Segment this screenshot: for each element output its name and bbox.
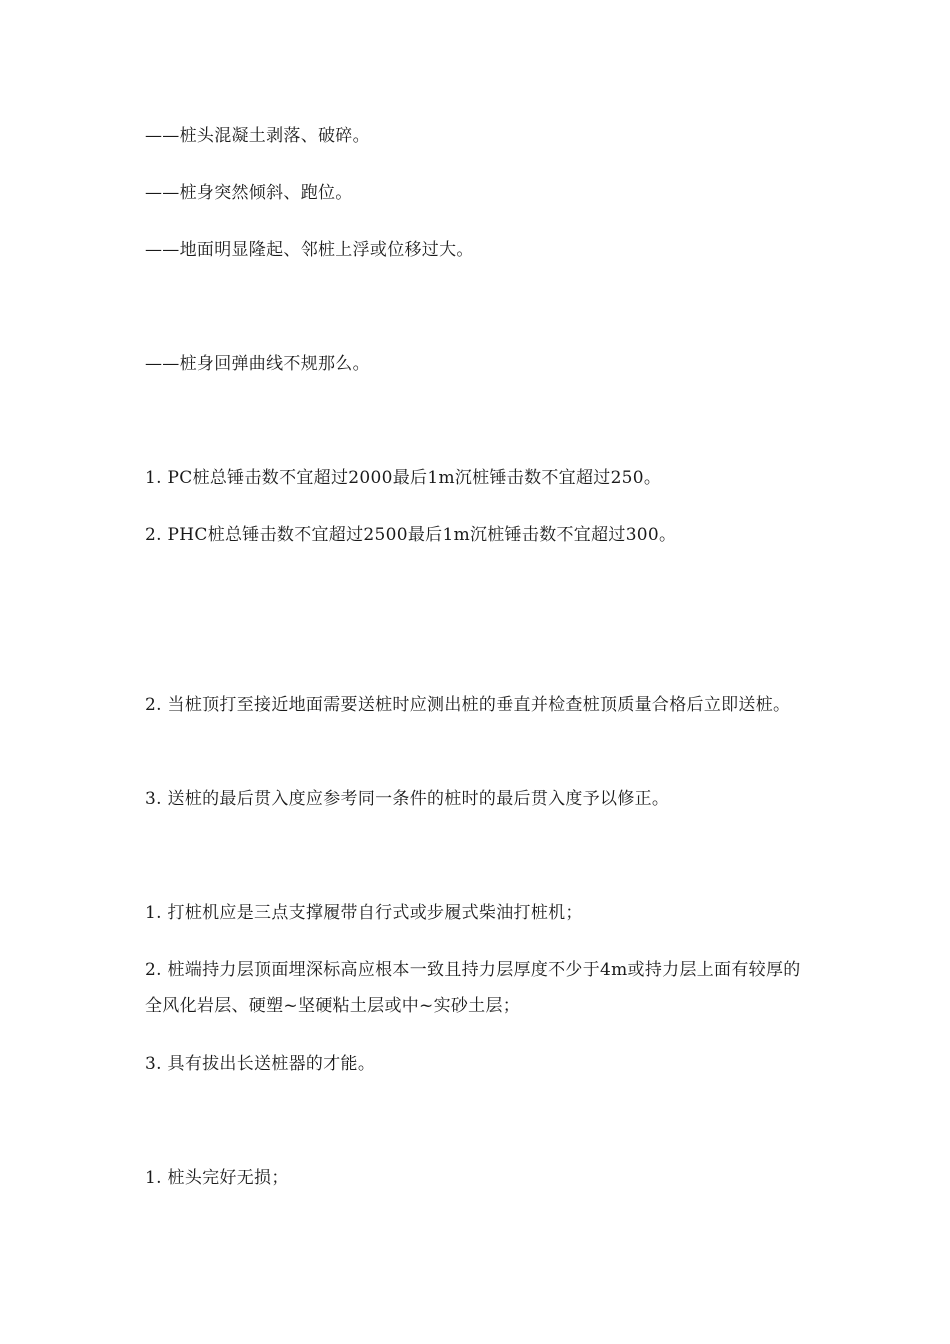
text-line-8: 3. 送桩的最后贯入度应参考同一条件的桩时的最后贯入度予以修正。 [145,789,670,809]
text-line-1: ——桩头混凝土剥落、破碎。 [145,126,370,146]
text-line-5: 1. PC桩总锤击数不宜超过2000最后1m沉桩锤击数不宜超过250。 [145,468,662,488]
text-line-7: 2. 当桩顶打至接近地面需要送桩时应测出桩的垂直并检查桩顶质量合格后立即送桩。 [145,695,791,715]
text-line-6: 2. PHC桩总锤击数不宜超过2500最后1m沉桩锤击数不宜超过300。 [145,525,677,545]
text-line-3: ——地面明显隆起、邻桩上浮或位移过大。 [145,240,474,260]
text-line-4: ——桩身回弹曲线不规那么。 [145,354,370,374]
text-line-2: ——桩身突然倾斜、跑位。 [145,183,353,203]
text-line-9: 1. 打桩机应是三点支撑履带自行式或步履式柴油打桩机； [145,903,583,923]
text-line-11: 3. 具有拔出长送桩器的才能。 [145,1054,376,1074]
text-line-10: 2. 桩端持力层顶面埋深标高应根本一致且持力层厚度不少于4m或持力层上面有较厚的全风化岩层、硬塑~坚硬粘土层或中~实砂土层； [145,960,801,1016]
text-line-12: 1. 桩头完好无损； [145,1168,289,1188]
